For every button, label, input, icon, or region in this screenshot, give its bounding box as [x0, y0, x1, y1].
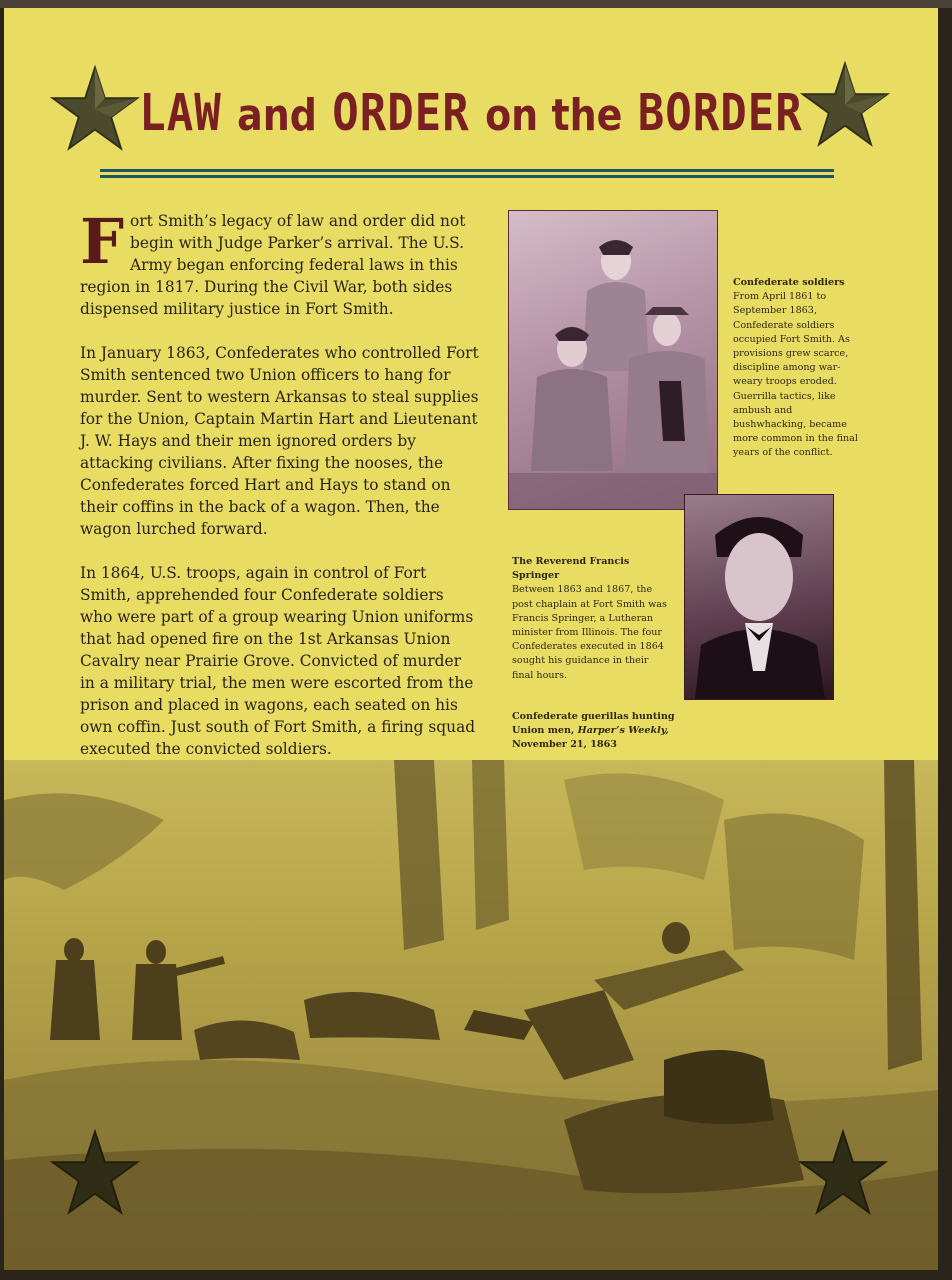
title-word-border: BORDER: [637, 84, 803, 143]
caption-reverend-springer: [512, 555, 672, 683]
caption-soldiers-text: From April 1861 to September 1863, Confederate soldiers occupied Fort Smith. As provisions grew scarce, discipline among war-weary troops eroded. Guerrilla tactics, like ambush and bushwhacking, became more common in the final years of the conflict.: [733, 291, 858, 459]
caption-springer-text: Between 1863 and 1867, the post chaplain at Fort Smith was Francis Springer, a Lutheran minister from Illinois. The four Confederates executed in 1864 sought his guidance in their final hours.: [512, 584, 667, 681]
caption-engraving-line2: Union men, Harper’s Weekly,: [512, 725, 669, 737]
caption-engraving-line1: Confederate guerillas hunting: [512, 711, 675, 722]
paragraph-2: In January 1863, Confederates who controlled Fort Smith sentenced two Union officers to hang for murder. Sent to western Arkansas to steal supplies for the Union, Captain Martin Hart and Lieutenant J. W. Hays and their men ignored orders by attacking civilians. After fixing the nooses, the Confederates forced Hart and Hays to stand on their coffins in the back of a wagon. Then, the wagon lurched forward.: [80, 344, 479, 538]
body-text: [80, 205, 480, 782]
reverend-springer-portrait: [684, 494, 834, 700]
caption-springer-title: The Reverend Francis Springer: [512, 556, 630, 582]
paragraph-1: F ort Smith’s legacy of law and order did not begin with Judge Parker’s arrival. The U.S. Army began enforcing federal laws in this region in 1817. During the Civil War, both sides dispensed military justice in Fort Smith.: [80, 205, 466, 318]
title-word-on-the: on the: [485, 89, 623, 141]
exhibit-panel: [4, 8, 938, 1270]
title-rule-bottom: [100, 175, 834, 178]
title-rule-top: [100, 169, 834, 172]
caption-engraving-line3: November 21, 1863: [512, 739, 617, 751]
paragraph-3: In 1864, U.S. troops, again in control of Fort Smith, apprehended four Confederate soldiers who were part of a group wearing Union uniforms that had opened fire on the 1st Arkansas Union Cavalry near Prairie Grove. Convicted of murder in a military trial, the men were escorted from the prison and placed in wagons, each seated on his own coffin. Just south of Fort Smith, a firing squad executed the convicted soldiers.: [80, 564, 476, 758]
drop-cap: F: [80, 205, 125, 278]
sign-title: [4, 84, 938, 143]
star-icon-bottom-right: [798, 1128, 888, 1218]
title-word-order: ORDER: [332, 84, 470, 143]
caption-soldiers-title: Confederate soldiers: [733, 277, 845, 288]
top-strip: [0, 0, 952, 8]
title-word-and: and: [237, 89, 317, 141]
confederate-soldiers-photo: [508, 210, 718, 510]
caption-engraving: [512, 710, 682, 753]
title-word-law: LAW: [139, 84, 222, 143]
caption-confederate-soldiers: [733, 276, 865, 461]
star-icon-bottom-left: [50, 1128, 140, 1218]
